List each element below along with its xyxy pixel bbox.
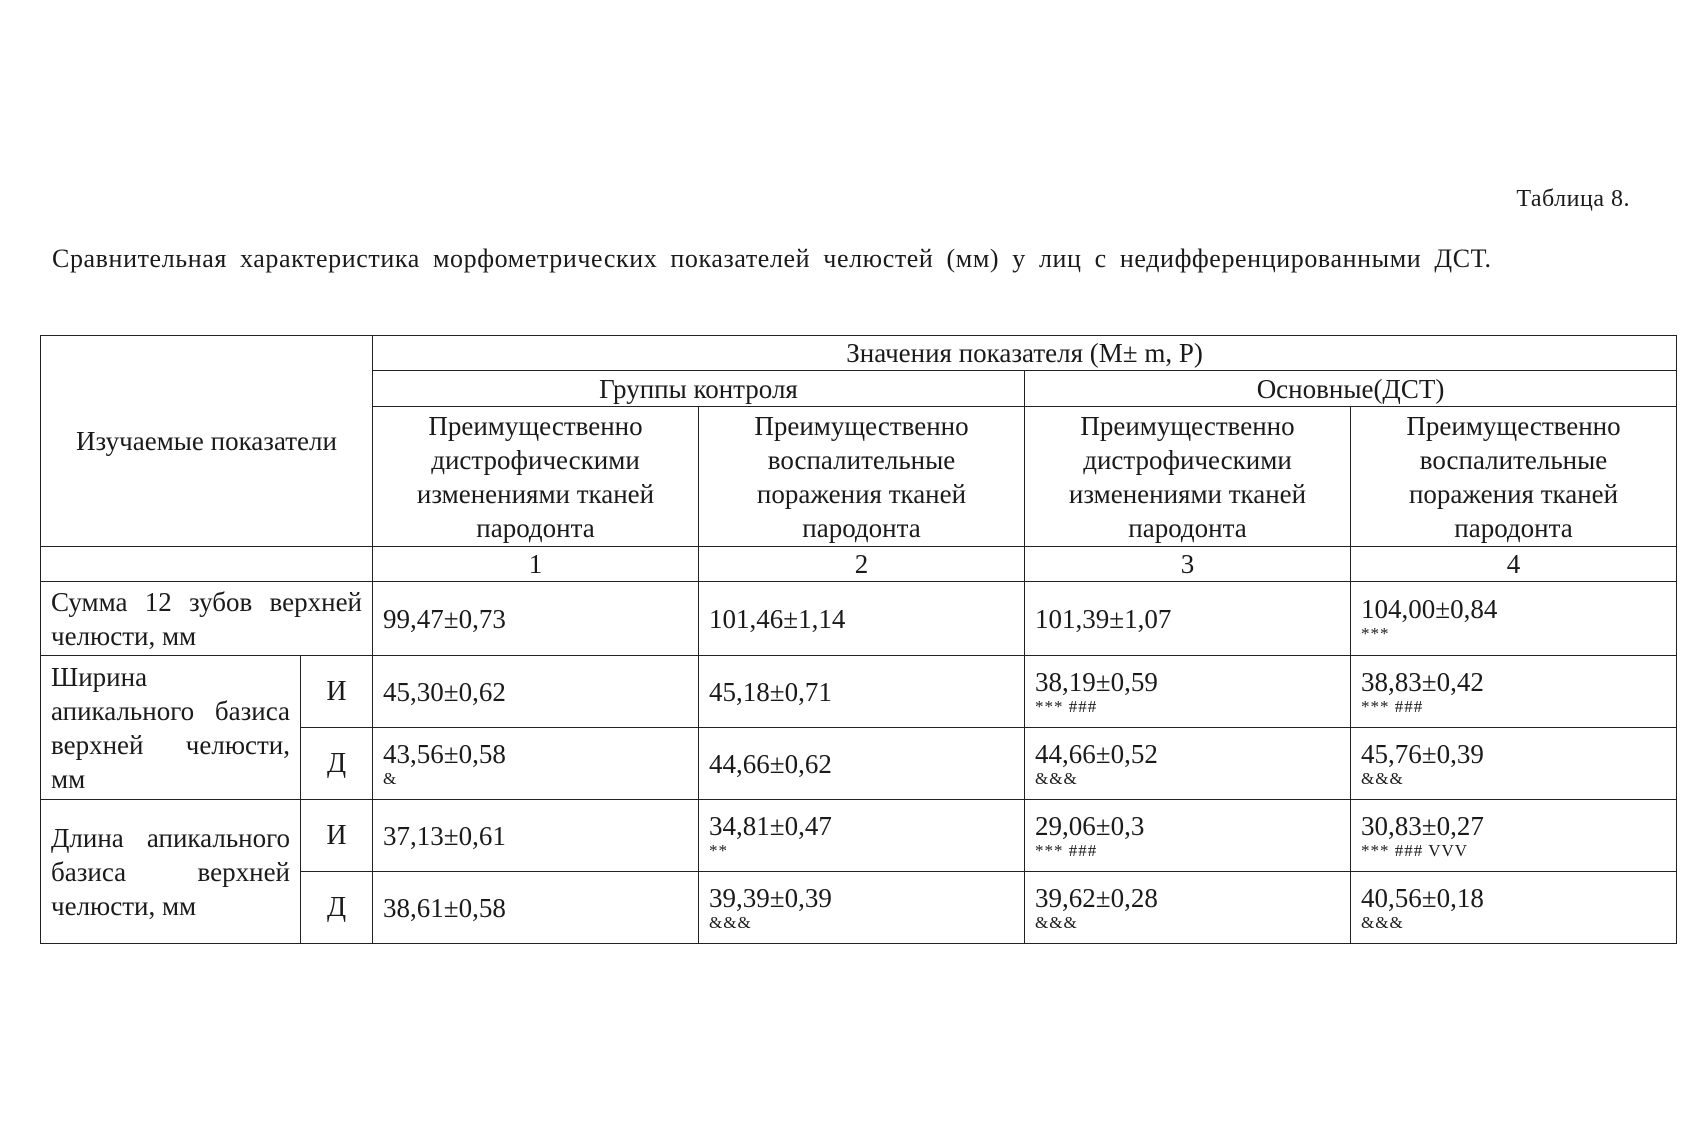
cell-value bbox=[1025, 656, 1351, 728]
cell-value bbox=[1025, 800, 1351, 872]
value-text: 39,39±0,39 bbox=[709, 882, 832, 913]
cell-value bbox=[373, 872, 699, 944]
value-text: 99,47±0,73 bbox=[383, 603, 506, 634]
significance-mark: *** ### bbox=[1035, 696, 1098, 716]
cell-value bbox=[1025, 728, 1351, 800]
value-text: 40,56±0,18 bbox=[1361, 882, 1484, 913]
value-text: 29,06±0,3 bbox=[1035, 810, 1145, 841]
cell-value bbox=[1351, 582, 1677, 656]
cell-value bbox=[373, 656, 699, 728]
cell-value bbox=[1351, 872, 1677, 944]
value-text: 38,19±0,59 bbox=[1035, 666, 1158, 697]
header-col-4: Преимущественно воспалительные поражения тканей пародонта bbox=[1351, 407, 1677, 547]
header-row-numbers bbox=[41, 547, 1677, 582]
header-indicator: Изучаемые показатели bbox=[41, 336, 373, 547]
cell-value bbox=[373, 800, 699, 872]
row-side: Д bbox=[301, 872, 373, 944]
row-label: Сумма 12 зубов верхней челюсти, мм bbox=[41, 582, 373, 656]
row-side: Д bbox=[301, 728, 373, 800]
cell-value bbox=[373, 582, 699, 656]
row-label: Длина апикального базиса верхней челюсти, мм bbox=[41, 800, 301, 944]
row-side: И bbox=[301, 800, 373, 872]
value-text: 30,83±0,27 bbox=[1361, 810, 1484, 841]
header-col-2: Преимущественно воспалительные поражения тканей пародонта bbox=[699, 407, 1025, 547]
value-text: 101,39±1,07 bbox=[1035, 603, 1172, 634]
significance-mark: *** ### VVV bbox=[1361, 840, 1469, 860]
value-text: 104,00±0,84 bbox=[1361, 593, 1498, 624]
header-main-groups: Основные(ДСТ) bbox=[1025, 371, 1677, 407]
table-row bbox=[41, 582, 1677, 656]
header-control-groups: Группы контроля bbox=[373, 371, 1025, 407]
cell-value bbox=[373, 728, 699, 800]
header-row-values bbox=[41, 336, 1677, 371]
row-side: И bbox=[301, 656, 373, 728]
significance-mark: *** bbox=[1361, 623, 1390, 643]
significance-mark: &&& bbox=[1361, 912, 1404, 932]
cell-value bbox=[699, 800, 1025, 872]
significance-mark: ** bbox=[709, 840, 728, 860]
significance-mark: &&& bbox=[1035, 768, 1078, 788]
value-text: 39,62±0,28 bbox=[1035, 882, 1158, 913]
cell-value bbox=[1351, 800, 1677, 872]
value-text: 44,66±0,52 bbox=[1035, 738, 1158, 769]
value-text: 45,18±0,71 bbox=[709, 676, 832, 707]
cell-value bbox=[1351, 656, 1677, 728]
cell-value bbox=[699, 728, 1025, 800]
header-num-4: 4 bbox=[1351, 547, 1677, 582]
value-text: 45,76±0,39 bbox=[1361, 738, 1484, 769]
table-number: Таблица 8. bbox=[1516, 186, 1630, 212]
cell-value bbox=[699, 656, 1025, 728]
significance-mark: &&& bbox=[1035, 912, 1078, 932]
header-num-2: 2 bbox=[699, 547, 1025, 582]
value-text: 101,46±1,14 bbox=[709, 603, 846, 634]
cell-value bbox=[1025, 582, 1351, 656]
value-text: 37,13±0,61 bbox=[383, 820, 506, 851]
row-label: Ширина апикального базиса верхней челюсти, мм bbox=[41, 656, 301, 800]
value-text: 38,83±0,42 bbox=[1361, 666, 1484, 697]
significance-mark: *** ### bbox=[1361, 696, 1424, 716]
value-text: 38,61±0,58 bbox=[383, 892, 506, 923]
table-caption: Сравнительная характеристика морфометрических показателей челюстей (мм) у лиц с недифференцированными ДСТ. bbox=[52, 244, 1492, 273]
cell-value bbox=[699, 582, 1025, 656]
value-text: 43,56±0,58 bbox=[383, 738, 506, 769]
header-num-3: 3 bbox=[1025, 547, 1351, 582]
header-num-1: 1 bbox=[373, 547, 699, 582]
table-row bbox=[41, 800, 1677, 872]
significance-mark: &&& bbox=[709, 912, 752, 932]
header-number-blank bbox=[41, 547, 373, 582]
significance-mark: & bbox=[383, 768, 398, 788]
header-col-3: Преимущественно дистрофическими изменениями тканей пародонта bbox=[1025, 407, 1351, 547]
header-col-1: Преимущественно дистрофическими изменениями тканей пародонта bbox=[373, 407, 699, 547]
header-values: Значения показателя (M± m, P) bbox=[373, 336, 1677, 371]
morphometric-table bbox=[40, 335, 1677, 944]
value-text: 44,66±0,62 bbox=[709, 748, 832, 779]
cell-value bbox=[1025, 872, 1351, 944]
significance-mark: &&& bbox=[1361, 768, 1404, 788]
value-text: 34,81±0,47 bbox=[709, 810, 832, 841]
value-text: 45,30±0,62 bbox=[383, 676, 506, 707]
table-row bbox=[41, 656, 1677, 728]
cell-value bbox=[699, 872, 1025, 944]
significance-mark: *** ### bbox=[1035, 840, 1098, 860]
cell-value bbox=[1351, 728, 1677, 800]
